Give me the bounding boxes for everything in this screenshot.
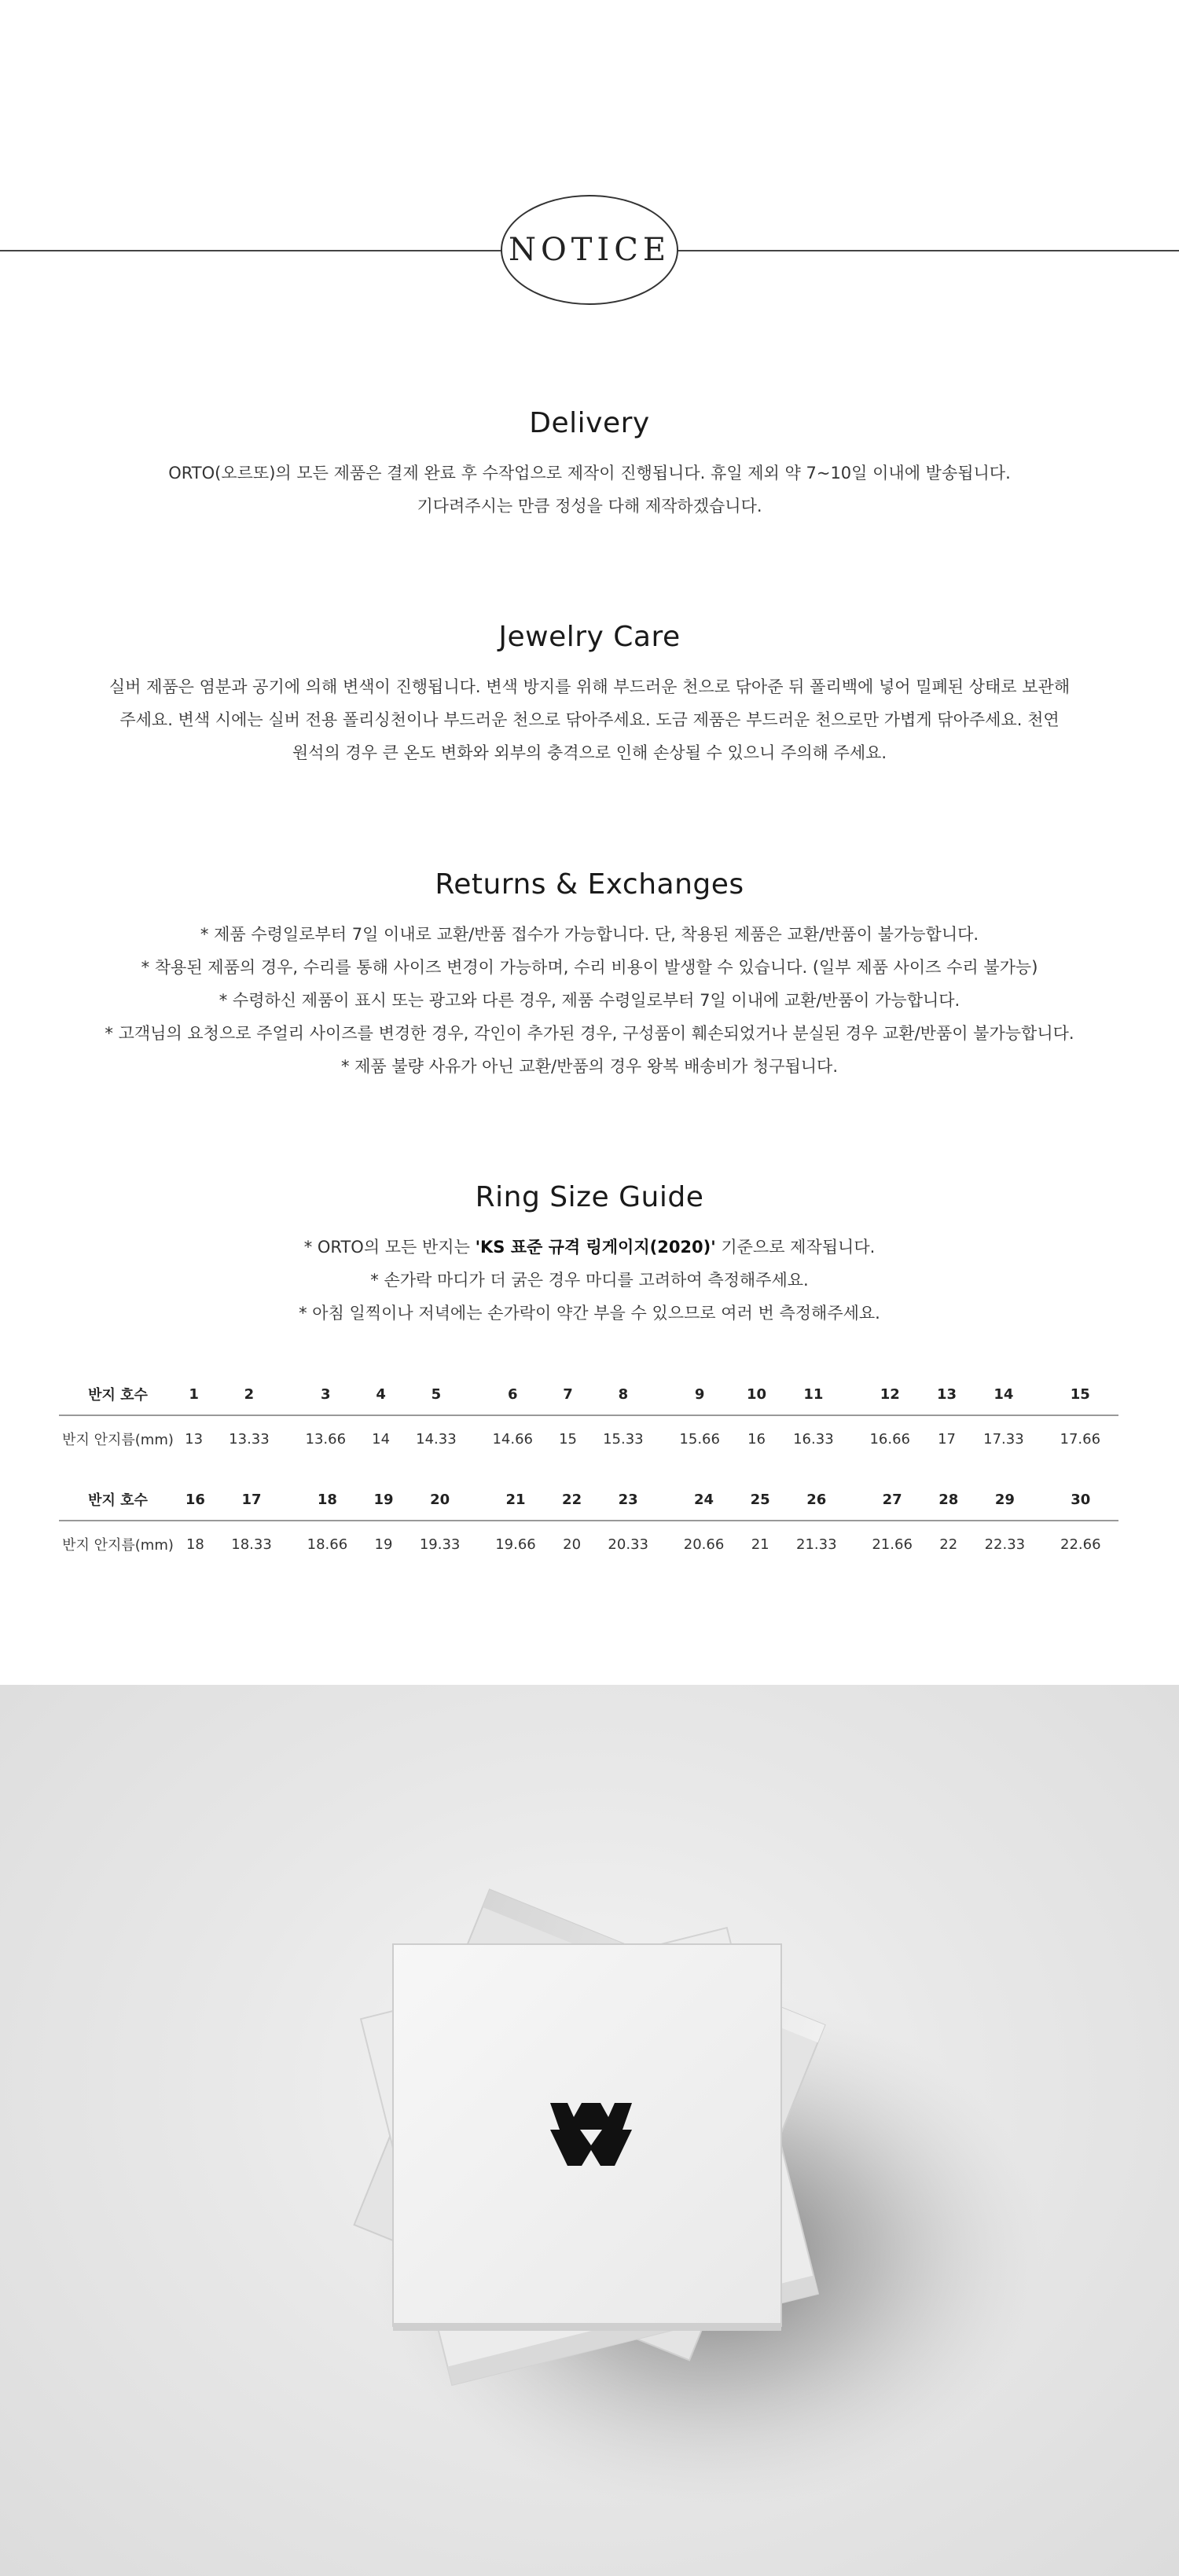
returns-line: * 제품 불량 사유가 아닌 교환/반품의 경우 왕복 배송비가 청구됩니다. (340, 1057, 839, 1076)
delivery-title: Delivery (529, 407, 650, 439)
size-row-label: 반지 호수 (59, 1479, 177, 1521)
ks-standard-text: 'KS 표준 규격 링게이지(2020)' (475, 1238, 716, 1257)
ring-size-number: 23 (590, 1479, 666, 1521)
ring-diameter-value: 14 (372, 1430, 391, 1448)
ring-size-number: 27 (854, 1479, 930, 1521)
ring-size-number: 6 (475, 1374, 551, 1415)
returns-line: * 착용된 제품의 경우, 수리를 통해 사이즈 변경이 가능하며, 수리 비용이 발생할 수 있습니다. (일부 제품 사이즈 수리 불가능) (141, 958, 1038, 977)
ring-diameter-value: 15 (559, 1430, 577, 1448)
delivery-line: 기다려주시는 만큼 정성을 다해 제작하겠습니다. (417, 497, 762, 516)
ring-size-number: 22 (553, 1479, 590, 1521)
size-row-label: 반지 호수 (59, 1374, 177, 1415)
ring-diameter-value: 19.66 (495, 1536, 536, 1553)
ring-diameter-value: 15.66 (679, 1430, 720, 1448)
ring-line (0, 1231, 1179, 1264)
size-header-row (59, 1479, 1118, 1521)
ring-diameter-value: 22 (939, 1536, 958, 1553)
ring-diameter-value: 18.33 (231, 1536, 272, 1553)
jewelry-box-illustration (0, 1685, 1179, 2576)
returns-line: * 고객님의 요청으로 주얼리 사이즈를 변경한 경우, 각인이 추가된 경우, 구성품이 훼손되었거나 분실된 경우 교환/반품이 불가능합니다. (105, 1024, 1074, 1043)
ring-size-number: 25 (742, 1479, 779, 1521)
ring-diameter-value: 13.33 (229, 1430, 270, 1448)
ring-diameter-value: 20 (563, 1536, 582, 1553)
care-line: 실버 제품은 염분과 공기에 의해 변색이 진행됩니다. 변색 방지를 위해 부드러운 천으로 닦아준 뒤 폴리백에 넣어 밀폐된 상태로 보관해 (108, 677, 1071, 696)
ring-size-number: 30 (1043, 1479, 1118, 1521)
ring-size-number: 10 (738, 1374, 775, 1415)
ring-diameter-value: 15.33 (603, 1430, 644, 1448)
jewelry-care-section (0, 621, 1179, 769)
ring-line: * 손가락 마디가 더 굵은 경우 마디를 고려하여 측정해주세요. (370, 1271, 809, 1290)
diameter-row (59, 1415, 1118, 1462)
ring-size-number: 29 (967, 1479, 1042, 1521)
ring-size-number: 24 (666, 1479, 741, 1521)
ring-diameter-value: 19.33 (419, 1536, 461, 1553)
ring-diameter-value: 13.66 (305, 1430, 347, 1448)
ring-diameter-value: 19 (374, 1536, 393, 1553)
returns-title: Returns & Exchanges (435, 868, 744, 901)
ring-diameter-value: 16.33 (793, 1430, 834, 1448)
ring-size-number: 26 (779, 1479, 854, 1521)
ring-size-number: 20 (402, 1479, 477, 1521)
ring-size-table-1 (59, 1374, 1118, 1462)
ring-size-number: 9 (662, 1374, 738, 1415)
ring-diameter-value: 20.33 (608, 1536, 648, 1553)
ring-diameter-value: 13 (185, 1430, 204, 1448)
ring-line-suffix: 기준으로 제작됩니다. (715, 1238, 876, 1257)
care-line: 주세요. 변색 시에는 실버 전용 폴리싱천이나 부드러운 천으로 닦아주세요. 도금 제품은 부드러운 천으로만 가볍게 닦아주세요. 천연 (119, 710, 1060, 729)
ring-size-number: 14 (965, 1374, 1041, 1415)
diameter-row-label: 반지 안지름(mm) (62, 1432, 174, 1448)
ring-size-number: 4 (364, 1374, 398, 1415)
ring-size-number: 2 (211, 1374, 287, 1415)
ring-size-number: 12 (852, 1374, 928, 1415)
ring-size-number: 28 (930, 1479, 967, 1521)
ring-size-number: 15 (1042, 1374, 1118, 1415)
ring-size-title: Ring Size Guide (475, 1181, 704, 1213)
ring-diameter-value: 16.66 (869, 1430, 910, 1448)
ring-size-section (0, 1181, 1179, 1330)
ring-size-number: 5 (398, 1374, 474, 1415)
ring-size-number: 17 (214, 1479, 289, 1521)
ring-diameter-value: 14.66 (492, 1430, 533, 1448)
ring-size-number: 1 (177, 1374, 211, 1415)
ring-size-number: 21 (478, 1479, 553, 1521)
returns-line: * 제품 수령일로부터 7일 이내로 교환/반품 접수가 가능합니다. 단, 착용된 제품은 교환/반품이 불가능합니다. (200, 925, 979, 944)
diameter-row (59, 1521, 1118, 1567)
packaging-photo (0, 1685, 1179, 2576)
ring-size-number: 3 (288, 1374, 364, 1415)
jewelry-care-title: Jewelry Care (498, 621, 681, 653)
ring-diameter-value: 22.33 (984, 1536, 1026, 1553)
delivery-section (0, 407, 1179, 523)
ring-diameter-value: 14.33 (416, 1430, 457, 1448)
ring-diameter-value: 20.66 (683, 1536, 725, 1553)
ring-diameter-value: 22.66 (1060, 1536, 1101, 1553)
ring-size-number: 19 (365, 1479, 402, 1521)
notice-title: NOTICE (508, 232, 671, 268)
ring-diameter-value: 21 (751, 1536, 769, 1553)
ring-diameter-value: 21.66 (872, 1536, 913, 1553)
ring-size-table-2 (59, 1479, 1118, 1567)
ring-diameter-value: 17.33 (983, 1430, 1024, 1448)
ring-diameter-value: 21.33 (796, 1536, 837, 1553)
ring-size-number: 7 (551, 1374, 585, 1415)
ring-diameter-value: 17.66 (1060, 1430, 1101, 1448)
ring-line: * 아침 일찍이나 저녁에는 손가락이 약간 부을 수 있으므로 여러 번 측정해주세요. (299, 1304, 880, 1323)
ring-size-number: 13 (928, 1374, 965, 1415)
ring-size-number: 18 (289, 1479, 365, 1521)
notice-badge (501, 195, 678, 305)
delivery-line: ORTO(오르또)의 모든 제품은 결제 완료 후 수작업으로 제작이 진행됩니다. 휴일 제외 약 7~10일 이내에 발송됩니다. (168, 464, 1011, 483)
notice-header (0, 195, 1179, 305)
ring-diameter-value: 17 (938, 1430, 957, 1448)
returns-line: * 수령하신 제품이 표시 또는 광고와 다른 경우, 제품 수령일로부터 7일 이내에 교환/반품이 가능합니다. (219, 991, 960, 1010)
ring-size-number: 16 (177, 1479, 214, 1521)
diameter-row-label: 반지 안지름(mm) (62, 1537, 174, 1554)
ring-diameter-value: 18 (185, 1536, 204, 1553)
returns-section (0, 868, 1179, 1083)
care-line: 원석의 경우 큰 온도 변화와 외부의 충격으로 인해 손상될 수 있으니 주의해 주세요. (292, 743, 887, 762)
ring-size-number: 8 (585, 1374, 661, 1415)
ring-diameter-value: 16 (747, 1430, 766, 1448)
ring-diameter-value: 18.66 (307, 1536, 348, 1553)
size-header-row (59, 1374, 1118, 1415)
ring-line-prefix: * ORTO의 모든 반지는 (303, 1238, 476, 1257)
ring-size-number: 11 (775, 1374, 851, 1415)
